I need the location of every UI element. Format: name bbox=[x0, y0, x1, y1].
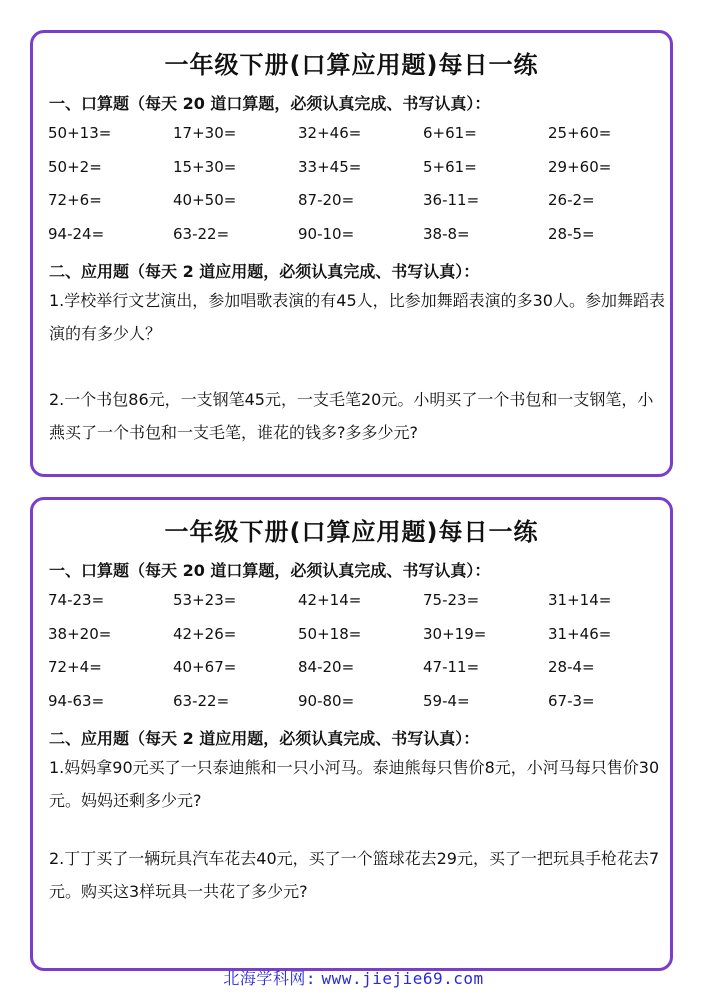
word-section-heading: 二、应用题（每天 2 道应用题，必须认真完成、书写认真）： bbox=[49, 729, 480, 748]
oral-problem: 90-10= bbox=[298, 224, 355, 243]
oral-problem: 38+20= bbox=[48, 624, 112, 643]
word-problem-1: 1.学校举行文艺演出，参加唱歌表演的有45人，比参加舞蹈表演的多30人。参加舞蹈表演的有多少人？ bbox=[49, 291, 665, 343]
oral-problem: 75-23= bbox=[423, 591, 480, 609]
oral-problem: 40+50= bbox=[173, 191, 237, 209]
oral-problem: 26-2= bbox=[548, 191, 595, 209]
oral-problem: 25+60= bbox=[548, 124, 612, 142]
footer-url-link[interactable]: www.jiejie69.com bbox=[321, 969, 484, 988]
word-problem-2: 2.一个书包86元，一支钢笔45元，一支毛笔20元。小明买了一个书包和一支钢笔，小燕买了一个书包和一支毛笔，谁花的钱多?多多少元? bbox=[49, 390, 654, 442]
site-footer bbox=[0, 966, 707, 989]
oral-problem: 17+30= bbox=[173, 124, 237, 142]
oral-problem: 50+13= bbox=[48, 124, 112, 142]
oral-problem: 15+30= bbox=[173, 157, 237, 176]
oral-problem: 94-24= bbox=[48, 224, 105, 243]
oral-problem: 63-22= bbox=[173, 224, 230, 243]
worksheet-card-2 bbox=[30, 497, 673, 971]
oral-problem: 6+61= bbox=[423, 124, 477, 142]
worksheet-title: 一年级下册(口算应用题)每日一练 bbox=[164, 51, 539, 79]
oral-problem: 90-80= bbox=[298, 691, 355, 710]
oral-problem: 72+4= bbox=[48, 658, 102, 676]
oral-problem: 28-5= bbox=[548, 224, 595, 243]
oral-problem: 42+26= bbox=[173, 624, 237, 643]
worksheet-card-1 bbox=[30, 30, 673, 477]
footer-site-label: 北海学科网: bbox=[223, 969, 316, 988]
word-problem-1: 1.妈妈拿90元买了一只泰迪熊和一只小河马。泰迪熊每只售价8元，小河马每只售价30元。妈妈还剩多少元? bbox=[49, 758, 660, 810]
oral-problem: 87-20= bbox=[298, 191, 355, 209]
oral-problem: 32+46= bbox=[298, 124, 362, 142]
oral-problem: 53+23= bbox=[173, 591, 237, 609]
oral-problem: 67-3= bbox=[548, 691, 595, 710]
oral-problem: 5+61= bbox=[423, 157, 477, 176]
word-section-heading: 二、应用题（每天 2 道应用题，必须认真完成、书写认真）： bbox=[49, 262, 480, 281]
worksheet-title: 一年级下册(口算应用题)每日一练 bbox=[164, 518, 539, 546]
oral-problem: 50+18= bbox=[298, 624, 362, 643]
oral-problem: 59-4= bbox=[423, 691, 470, 710]
oral-problem: 29+60= bbox=[548, 157, 612, 176]
word-problem-2: 2.丁丁买了一辆玩具汽车花去40元，买了一个篮球花去29元，买了一把玩具手枪花去7元。购买这3样玩具一共花了多少元? bbox=[49, 849, 660, 901]
oral-problem: 94-63= bbox=[48, 691, 105, 710]
oral-problem: 47-11= bbox=[423, 658, 480, 676]
oral-problem: 30+19= bbox=[423, 624, 487, 643]
oral-problem: 84-20= bbox=[298, 658, 355, 676]
oral-problem: 40+67= bbox=[173, 658, 237, 676]
oral-problem: 31+46= bbox=[548, 624, 612, 643]
oral-section-heading: 一、口算题（每天 20 道口算题，必须认真完成、书写认真）： bbox=[49, 561, 491, 580]
oral-problem-grid bbox=[48, 589, 678, 723]
oral-problem: 72+6= bbox=[48, 191, 102, 209]
oral-problem: 33+45= bbox=[298, 157, 362, 176]
oral-problem-grid bbox=[48, 122, 678, 256]
oral-problem: 63-22= bbox=[173, 691, 230, 710]
oral-problem: 28-4= bbox=[548, 658, 595, 676]
oral-section-heading: 一、口算题（每天 20 道口算题，必须认真完成、书写认真）： bbox=[49, 94, 491, 113]
oral-problem: 42+14= bbox=[298, 591, 362, 609]
oral-problem: 31+14= bbox=[548, 591, 612, 609]
oral-problem: 36-11= bbox=[423, 191, 480, 209]
oral-problem: 50+2= bbox=[48, 157, 102, 176]
oral-problem: 74-23= bbox=[48, 591, 105, 609]
oral-problem: 38-8= bbox=[423, 224, 470, 243]
